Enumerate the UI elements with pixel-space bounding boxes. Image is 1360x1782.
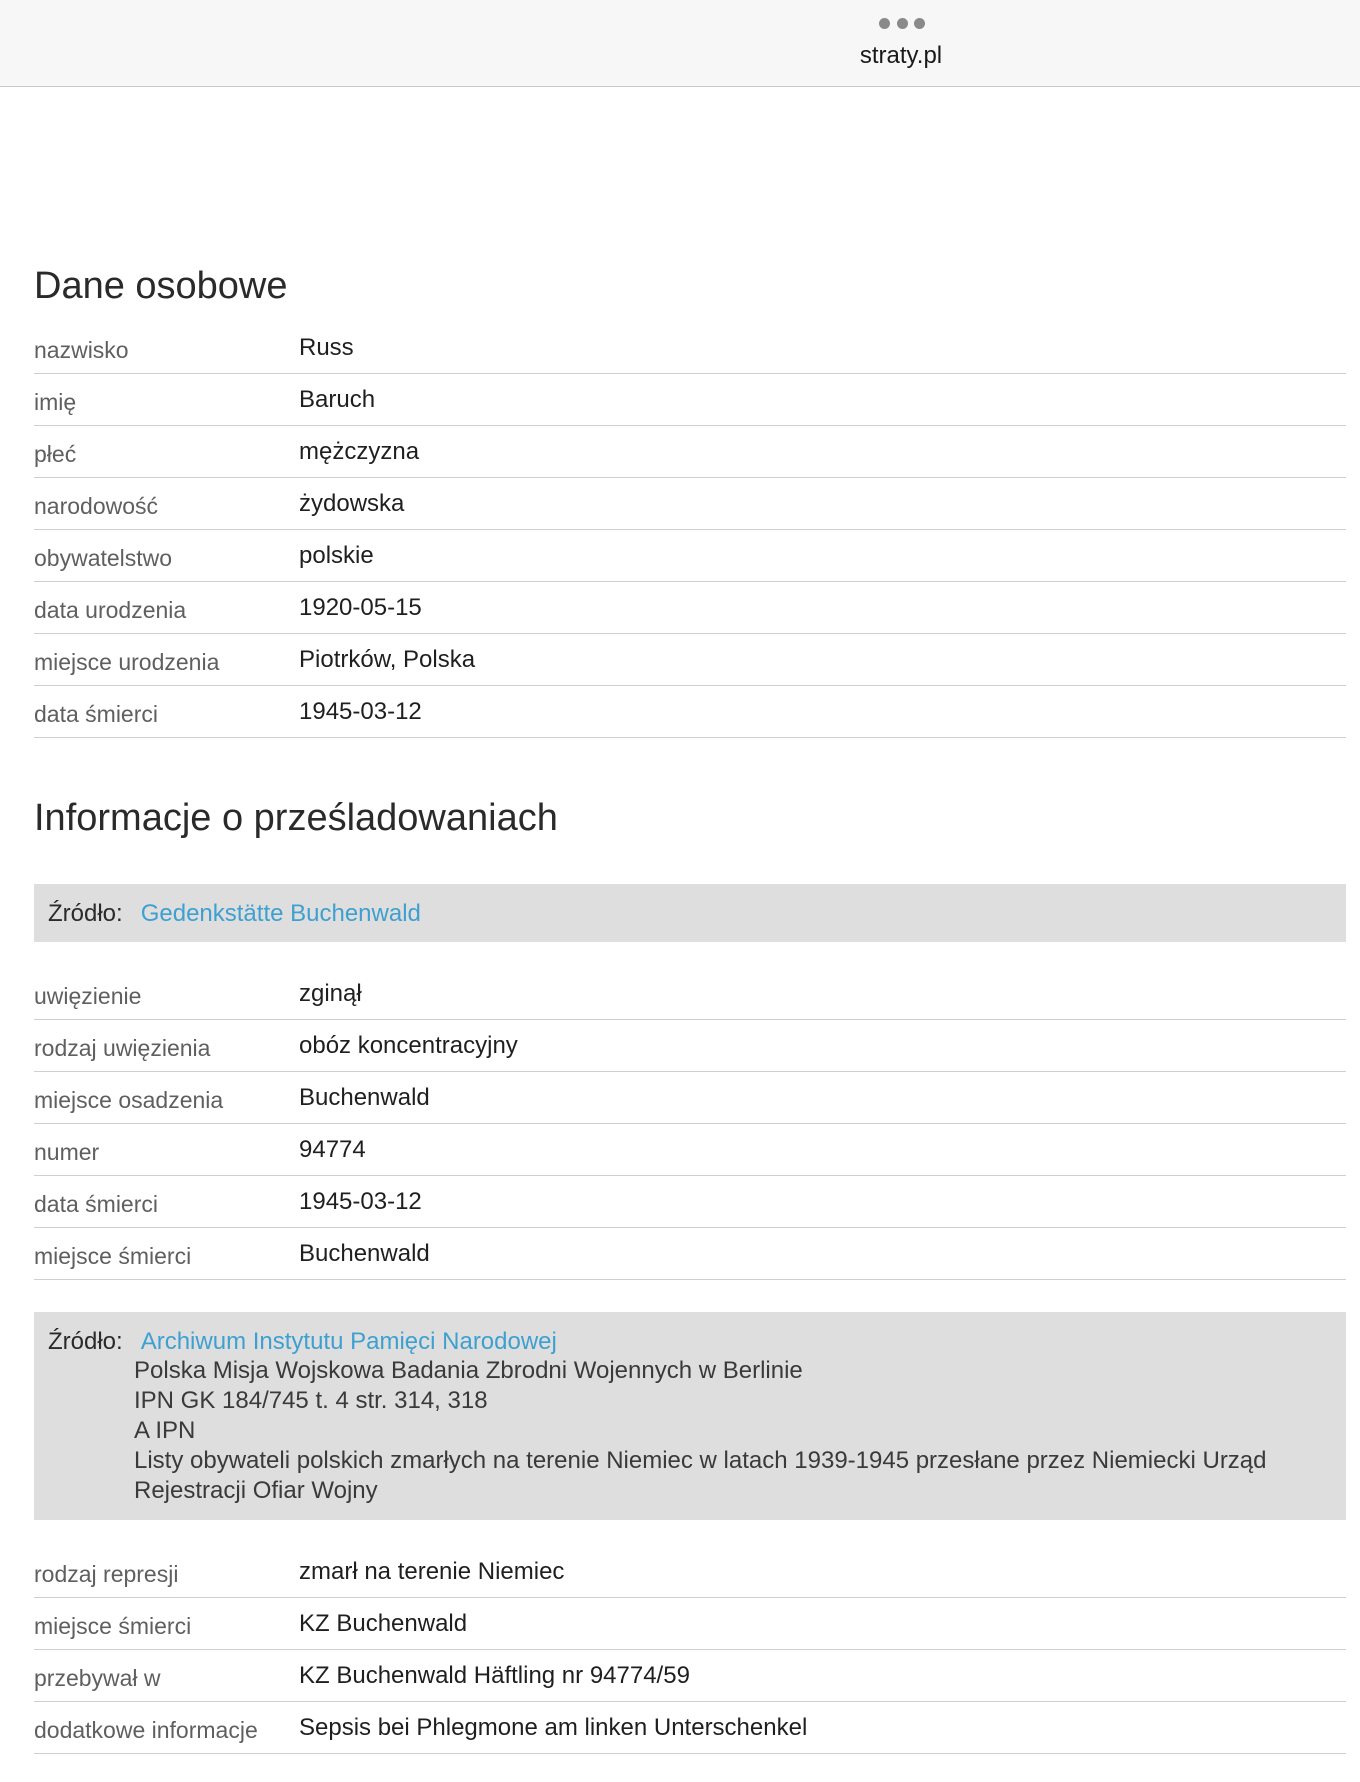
row-label: imię (34, 389, 77, 415)
table-row (34, 1228, 1346, 1280)
row-label: rodzaj uwięzienia (34, 1035, 211, 1061)
source-details (134, 1356, 1332, 1506)
row-value: Sepsis bei Phlegmone am linken Unterschenkel (299, 1713, 808, 1741)
row-label: miejsce śmierci (34, 1243, 192, 1269)
persecution-table-1 (34, 968, 1346, 1280)
row-value: Buchenwald (299, 1239, 430, 1267)
row-value: polskie (299, 541, 374, 569)
table-row (34, 582, 1346, 634)
dot (897, 18, 908, 29)
table-row (34, 426, 1346, 478)
table-row (34, 1020, 1346, 1072)
row-label: numer (34, 1139, 100, 1165)
page-content (34, 86, 1346, 1754)
row-value: KZ Buchenwald (299, 1609, 468, 1637)
table-row (34, 1072, 1346, 1124)
source-label: Źródło: (48, 1328, 123, 1355)
source-link-buchenwald[interactable]: Gedenkstätte Buchenwald (140, 900, 421, 927)
source-link-ipn-archive[interactable]: Archiwum Instytutu Pamięci Narodowej (140, 1328, 557, 1355)
row-label: dodatkowe informacje (34, 1717, 258, 1743)
row-value: zginął (299, 979, 362, 1007)
row-value: 1920-05-15 (299, 593, 422, 621)
row-value: 1945-03-12 (299, 697, 422, 725)
row-label: data urodzenia (34, 597, 187, 623)
source-detail-line: IPN GK 184/745 t. 4 str. 314, 318 (134, 1387, 488, 1414)
address-bar-url[interactable]: straty.pl (859, 42, 943, 69)
row-label: przebywał w (34, 1665, 161, 1691)
source-box (34, 1312, 1346, 1520)
source-detail-line: Polska Misja Wojskowa Badania Zbrodni Wojennych w Berlinie (134, 1357, 803, 1384)
row-label: data śmierci (34, 1191, 158, 1217)
row-value: Baruch (299, 385, 376, 413)
row-value: zmarł na terenie Niemiec (299, 1557, 565, 1585)
table-row (34, 478, 1346, 530)
row-value: 1945-03-12 (299, 1187, 422, 1215)
table-row (34, 1124, 1346, 1176)
row-label: nazwisko (34, 337, 129, 363)
persecution-heading: Informacje o prześladowaniach (34, 797, 558, 839)
more-options-icon[interactable] (879, 18, 925, 30)
row-label: miejsce osadzenia (34, 1087, 224, 1113)
row-value: mężczyzna (299, 437, 420, 465)
persecution-table-2 (34, 1546, 1346, 1754)
row-label: narodowość (34, 493, 159, 519)
row-value: Piotrków, Polska (299, 645, 476, 673)
source-detail-line: Listy obywateli polskich zmarłych na terenie Niemiec w latach 1939-1945 przesłane przez Niemiecki Urząd Rejestracji Ofiar Wojny (134, 1447, 1267, 1504)
personal-data-heading: Dane osobowe (34, 265, 288, 307)
row-label: miejsce urodzenia (34, 649, 220, 675)
table-row (34, 1598, 1346, 1650)
browser-toolbar (0, 0, 1360, 87)
table-row (34, 968, 1346, 1020)
source-label: Źródło: (48, 900, 123, 927)
row-value: obóz koncentracyjny (299, 1031, 518, 1059)
row-value: Russ (299, 333, 354, 361)
dot (914, 18, 925, 29)
table-row (34, 686, 1346, 738)
source-detail-line: A IPN (134, 1417, 196, 1444)
table-row (34, 1176, 1346, 1228)
row-value: KZ Buchenwald Häftling nr 94774/59 (299, 1661, 690, 1689)
table-row (34, 322, 1346, 374)
table-row (34, 374, 1346, 426)
source-box (34, 884, 1346, 942)
dot (879, 18, 890, 29)
row-label: uwięzienie (34, 983, 142, 1009)
row-label: miejsce śmierci (34, 1613, 192, 1639)
table-row (34, 530, 1346, 582)
row-label: data śmierci (34, 701, 158, 727)
table-row (34, 1650, 1346, 1702)
personal-data-table (34, 322, 1346, 738)
table-row (34, 634, 1346, 686)
row-value: żydowska (299, 489, 405, 517)
table-row (34, 1546, 1346, 1598)
row-label: płeć (34, 441, 77, 467)
row-label: rodzaj represji (34, 1561, 179, 1587)
row-value: 94774 (299, 1135, 366, 1163)
row-label: obywatelstwo (34, 545, 173, 571)
row-value: Buchenwald (299, 1083, 430, 1111)
table-row (34, 1702, 1346, 1754)
